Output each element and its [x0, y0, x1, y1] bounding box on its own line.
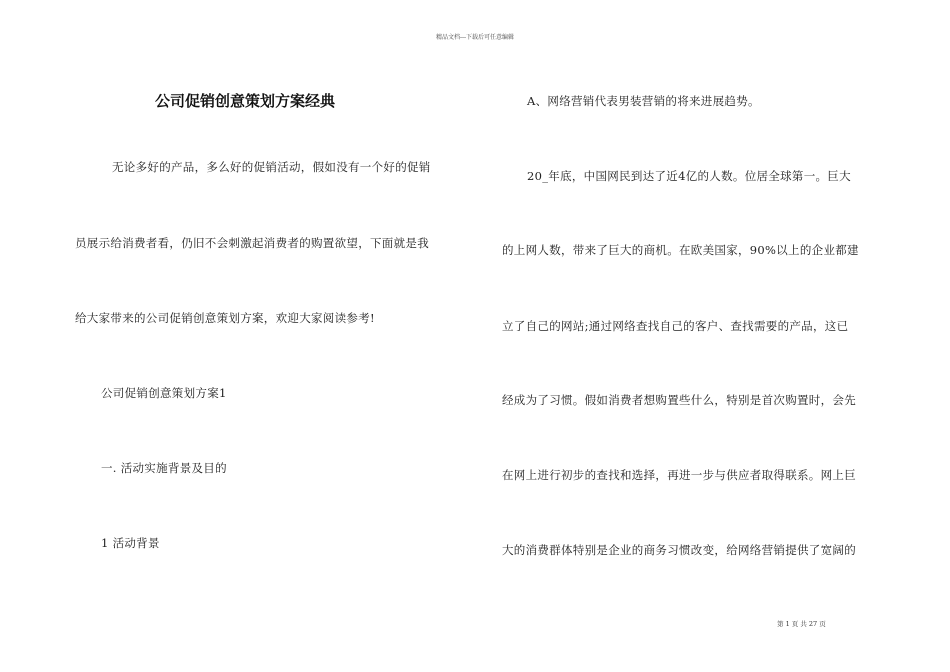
paragraph-line: 员展示给消费者看，仍旧不会刺激起消费者的购置欲望，下面就是我: [75, 236, 429, 250]
page-number: 第 1 页 共 27 页: [777, 620, 826, 628]
subsection-heading: 1 活动背景: [101, 536, 160, 550]
paragraph-line: 20_年底，中国网民到达了近4亿的人数。位居全球第一。巨大: [527, 169, 851, 183]
paragraph-line: 的上网人数，带来了巨大的商机。在欧美国家，90%以上的企业都建: [502, 243, 859, 257]
document-title: 公司促销创意策划方案经典: [155, 92, 336, 110]
paragraph-line: 大的消费群体特别是企业的商务习惯改变，给网络营销提供了宽阔的: [502, 543, 856, 557]
section-heading: 公司促销创意策划方案1: [101, 386, 227, 400]
header-note: 精品文档---下载后可任意编辑: [435, 34, 515, 41]
paragraph-line: 经成为了习惯。假如消费者想购置些什么，特别是首次购置时，会先: [502, 393, 856, 407]
subsection-heading: 一. 活动实施背景及目的: [101, 461, 227, 475]
paragraph-line: 在网上进行初步的查找和选择，再进一步与供应者取得联系。网上巨: [502, 468, 856, 482]
paragraph-line: 无论多好的产品，多么好的促销活动，假如没有一个好的促销: [112, 160, 431, 174]
paragraph-line: A、网络营销代表男装营销的将来进展趋势。: [527, 94, 760, 108]
paragraph-line: 立了自己的网站;通过网络查找自己的客户、查找需要的产品，这已: [502, 319, 849, 333]
paragraph-line: 给大家带来的公司促销创意策划方案，欢迎大家阅读参考!: [75, 311, 375, 325]
